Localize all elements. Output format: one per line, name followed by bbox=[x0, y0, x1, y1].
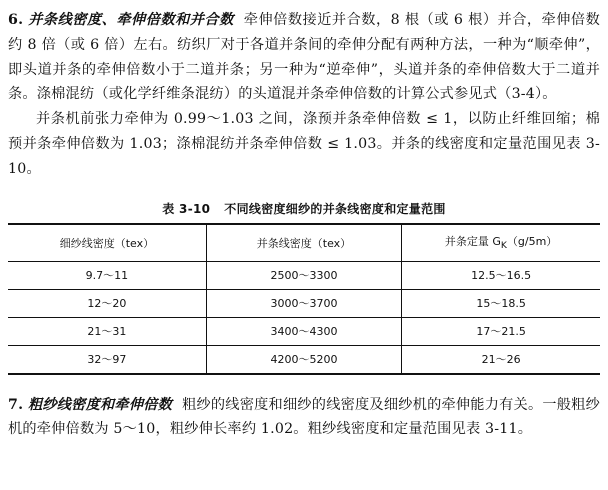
table-cell: 4200～5200 bbox=[206, 345, 401, 374]
table-row bbox=[8, 289, 600, 317]
data-table bbox=[8, 223, 600, 375]
table-cell: 2500～3300 bbox=[206, 261, 401, 289]
header-sliver-weight bbox=[402, 224, 600, 262]
table-cell: 21～26 bbox=[402, 345, 600, 374]
table-cell: 3400～4300 bbox=[206, 317, 401, 345]
table-row bbox=[8, 345, 600, 374]
section-6-heading: 并条线密度、牵伸倍数和并合数 bbox=[28, 12, 234, 28]
table-header-row bbox=[8, 224, 600, 262]
table-cell: 15～18.5 bbox=[402, 289, 600, 317]
section-6-number: 6. bbox=[8, 12, 24, 28]
header-sliver-weight-label: 并条定量 G bbox=[444, 235, 501, 249]
table-caption bbox=[8, 200, 600, 217]
table-cell: 32～97 bbox=[87, 353, 127, 367]
section-7-number: 7. bbox=[8, 396, 24, 413]
table-cell: 3000～3700 bbox=[206, 289, 401, 317]
table-row bbox=[8, 261, 600, 289]
document-page bbox=[8, 8, 600, 442]
header-sliver-weight-subscript: K bbox=[500, 240, 507, 252]
section-7-paragraph bbox=[8, 393, 600, 443]
section-6-paragraph-2: 并条机前张力牵伸为 0.99～1.03 之间，涤预并条牵伸倍数 ≤ 1，以防止纤维回缩；棉预并条牵伸倍数为 1.03；涤棉混纺并条牵伸倍数 ≤ 1.03。并条的线密度和定量范围见表 3-10。 bbox=[8, 111, 600, 177]
table-title: 不同线密度细纱的并条线密度和定量范围 bbox=[224, 201, 446, 216]
table-number: 表 3-10 bbox=[162, 201, 211, 216]
section-7-body: 粗纱的线密度和细纱的线密度及细纱机的牵伸能力有关。一般粗纱机的牵伸倍数为 5～10，粗纱伸长率约 1.02。粗纱线密度和定量范围见表 3-11。 bbox=[8, 396, 600, 438]
table-cell: 21～31 bbox=[8, 317, 206, 345]
section-6-body: 牵伸倍数接近并合数，8 根（或 6 根）并合，牵伸倍数约 8 倍（或 6 倍）左右。纺织厂对于各道并条间的牵伸分配有两种方法，一种为“顺牵伸”，即头道并条的牵伸倍数小于二道并条；另一种为“逆牵伸”，头道并条的牵伸倍数大于二道并条。涤棉混纺（或化学纤维条混纺）的头道混并条牵伸倍数的计算公式参见式（3-4）。 bbox=[8, 12, 600, 103]
section-6-paragraph bbox=[8, 8, 600, 107]
table-cell: 12.5～16.5 bbox=[402, 261, 600, 289]
table-cell: 9.7～11 bbox=[8, 261, 206, 289]
section-7-heading: 粗纱线密度和牵伸倍数 bbox=[27, 396, 173, 413]
table-row bbox=[8, 317, 600, 345]
table-cell: 17～21.5 bbox=[402, 317, 600, 345]
header-sliver-weight-unit: （g/5m） bbox=[506, 235, 558, 249]
header-yarn-density: 细纱线密度（tex） bbox=[8, 224, 206, 262]
header-sliver-density: 并条线密度（tex） bbox=[206, 224, 401, 262]
table-cell: 12～20 bbox=[8, 289, 206, 317]
